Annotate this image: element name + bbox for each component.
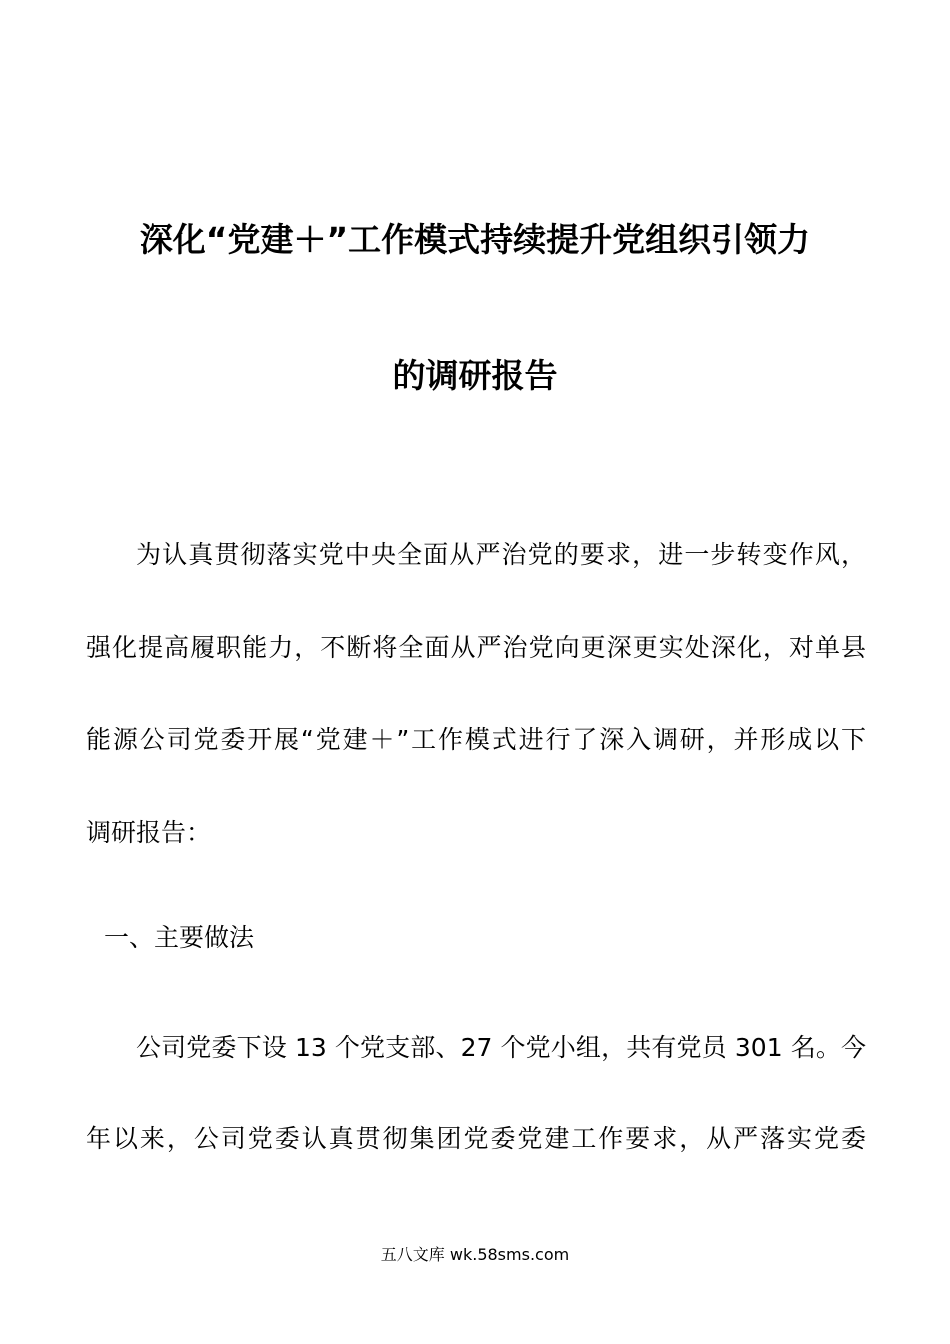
paragraph-1-line-3: 能源公司党委开展“党建＋”工作模式进行了深入调研，并形成以下 (86, 725, 866, 754)
paragraph-2-line-1: 公司党委下设 13 个党支部、27 个党小组，共有党员 301 名。今 (136, 1033, 866, 1062)
paragraph-2-line-2: 年以来，公司党委认真贯彻集团党委党建工作要求，从严落实党委 (86, 1124, 866, 1153)
paragraph-1-line-4: 调研报告： (86, 818, 212, 847)
section-heading: 一、主要做法 (104, 923, 255, 952)
paragraph-1-line-2: 强化提高履职能力，不断将全面从严治党向更深更实处深化，对单县 (86, 633, 866, 662)
document-title-line-1: 深化“党建＋”工作模式持续提升党组织引领力 (139, 220, 811, 259)
document-title-line-2: 的调研报告 (392, 356, 558, 395)
paragraph-1-line-1: 为认真贯彻落实党中央全面从严治党的要求，进一步转变作风， (136, 540, 866, 569)
page-footer: 五八文库 wk.58sms.com (380, 1245, 570, 1264)
